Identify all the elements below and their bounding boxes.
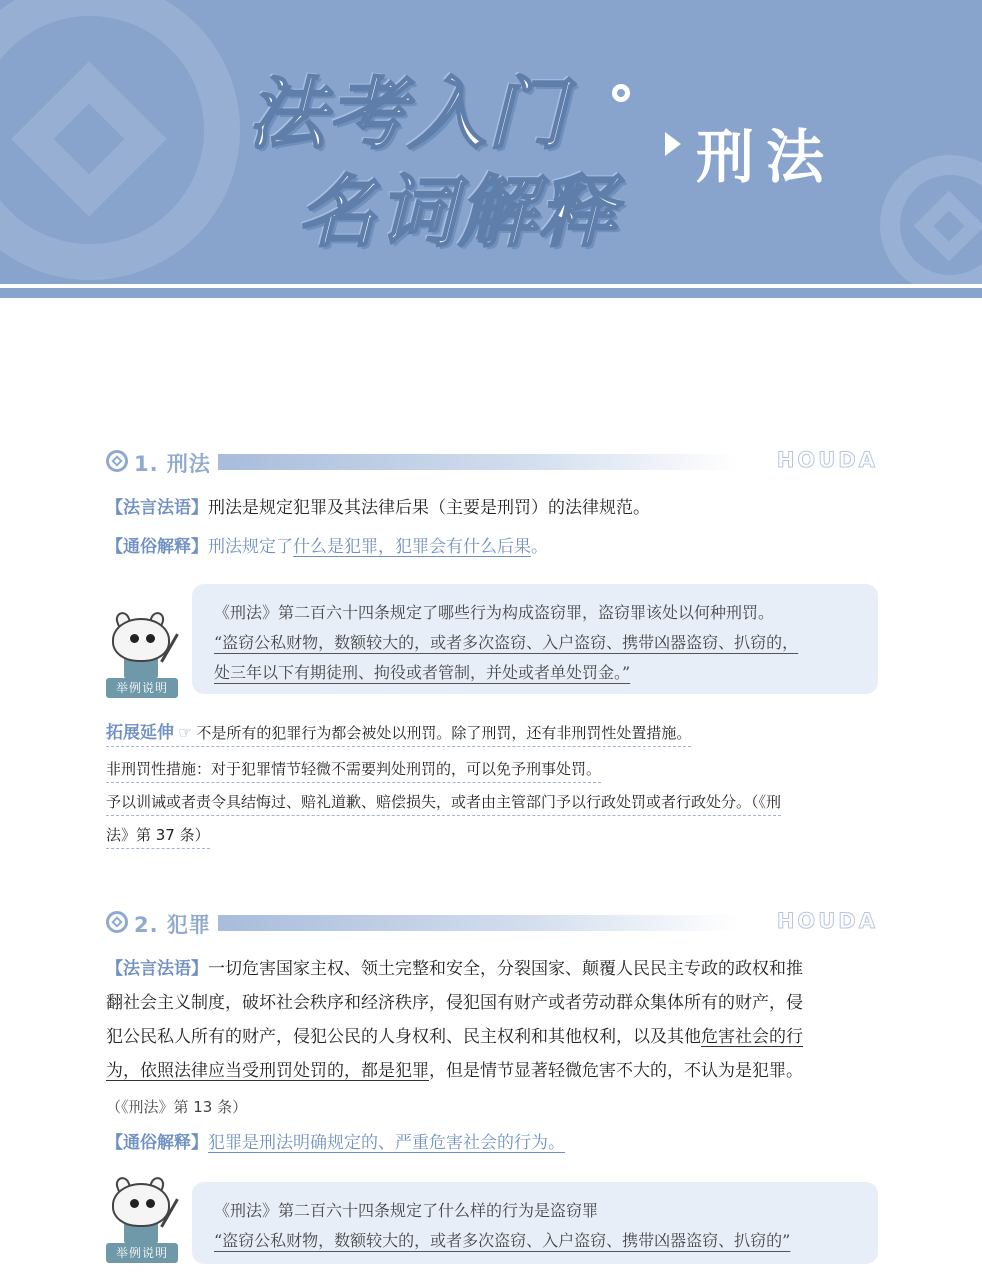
- page-subtitle: 刑法: [696, 123, 837, 191]
- legal-line: ，但是情节显著轻微危害不大的，不认为是犯罪。: [429, 1061, 803, 1081]
- extension-line: 非刑罚性措施：对于犯罪情节轻微不需要判处刑罚的，可以免予刑事处罚。: [106, 758, 601, 783]
- title-line-2: 名词解释: [298, 168, 619, 258]
- example-line: 《刑法》第二百六十四条规定了哪些行为构成盗窃罪，盗窃罪该处以何种刑罚。: [214, 603, 775, 622]
- example-label: 举例说明: [106, 678, 178, 698]
- example-line: “盗窃公私财物，数额较大的，或者多次盗窃、入户盗窃、携带凶器盗窃、扒窃的，: [214, 633, 799, 652]
- section-title: 1. 刑法: [134, 452, 211, 476]
- houda-logo-icon: [106, 450, 128, 472]
- legal-line-underlined: 为，依照法律应当受刑罚处罚的，: [106, 1061, 361, 1081]
- heading-bar: [218, 454, 738, 470]
- legal-definition: [106, 952, 878, 1088]
- plain-tag: 【通俗解释】: [106, 537, 208, 557]
- legal-text: 刑法是规定犯罪及其法律后果（主要是刑罚）的法律规范。: [208, 498, 650, 518]
- example-label: 举例说明: [106, 1243, 178, 1263]
- legal-line: 一切危害国家主权、领土完整和安全，分裂国家、颠覆人民民主专政的政权和推: [208, 959, 803, 979]
- example-line: 处三年以下有期徒刑、拘役或者管制，并处或者单处罚金。”: [214, 663, 631, 682]
- legal-tag: 【法言法语】: [106, 498, 208, 518]
- header-banner: [0, 0, 982, 284]
- extension-line: 予以训诫或者责令具结悔过、赔礼道歉、赔偿损失，或者由主管部门予以行政处罚或者行政处分。（《刑: [106, 791, 781, 816]
- extension-tag: 拓展延伸: [106, 723, 174, 743]
- legal-line-underlined: 都是犯罪: [361, 1061, 429, 1081]
- plain-prefix: 刑法规定了: [208, 537, 293, 557]
- legal-tag: 【法言法语】: [106, 959, 208, 979]
- title-line-1: 法考入门: [248, 70, 569, 160]
- example-line: 《刑法》第二百六十四条规定了什么样的行为是盗窃罪: [214, 1201, 599, 1220]
- extension-text: 不是所有的犯罪行为都会被处以刑罚。除了刑罚，还有非刑罚性处置措施。: [196, 724, 692, 742]
- legal-definition: [106, 491, 878, 525]
- triangle-arrow-icon: [665, 132, 681, 156]
- title-dot: [612, 84, 630, 102]
- plain-suffix: 。: [531, 537, 548, 557]
- extension-line: 法》第 37 条）: [106, 824, 210, 849]
- section-heading-1: [106, 448, 878, 478]
- mascot-illustration: [106, 612, 182, 698]
- houda-logo-watermark: [0, 0, 240, 280]
- brand-label: HOUDA: [776, 448, 878, 472]
- legal-line: 翻社会主义制度，破坏社会秩序和经济秩序，侵犯国有财产或者劳动群众集体所有的财产，侵: [106, 993, 803, 1013]
- heading-bar: [218, 915, 738, 931]
- section-heading-2: [106, 909, 878, 939]
- banner-divider: [0, 288, 982, 298]
- plain-underlined: 什么是犯罪，犯罪会有什么后果: [293, 537, 531, 557]
- extension-line: [106, 722, 691, 747]
- legal-line-underlined: 危害社会的行: [701, 1027, 803, 1047]
- section-title: 2. 犯罪: [134, 913, 211, 937]
- citation: （《刑法》第 13 条）: [106, 1098, 248, 1116]
- example-box: [192, 1182, 878, 1264]
- example-box: [192, 584, 878, 694]
- example-line: “盗窃公私财物，数额较大的，或者多次盗窃、入户盗窃、携带凶器盗窃、扒窃的”: [214, 1231, 791, 1250]
- houda-logo-watermark-small: [880, 155, 982, 284]
- houda-logo-icon: [106, 911, 128, 933]
- plain-explanation: [106, 530, 878, 564]
- mascot-illustration: [106, 1177, 182, 1263]
- brand-label: HOUDA: [776, 909, 878, 933]
- legal-line: 犯公民私人所有的财产，侵犯公民的人身权利、民主权利和其他权利，以及其他: [106, 1027, 701, 1047]
- plain-text: 犯罪是刑法明确规定的、严重危害社会的行为。: [208, 1133, 565, 1153]
- plain-tag: 【通俗解释】: [106, 1133, 208, 1153]
- pointing-hand-icon: ☞: [178, 723, 193, 742]
- plain-explanation: [106, 1126, 878, 1160]
